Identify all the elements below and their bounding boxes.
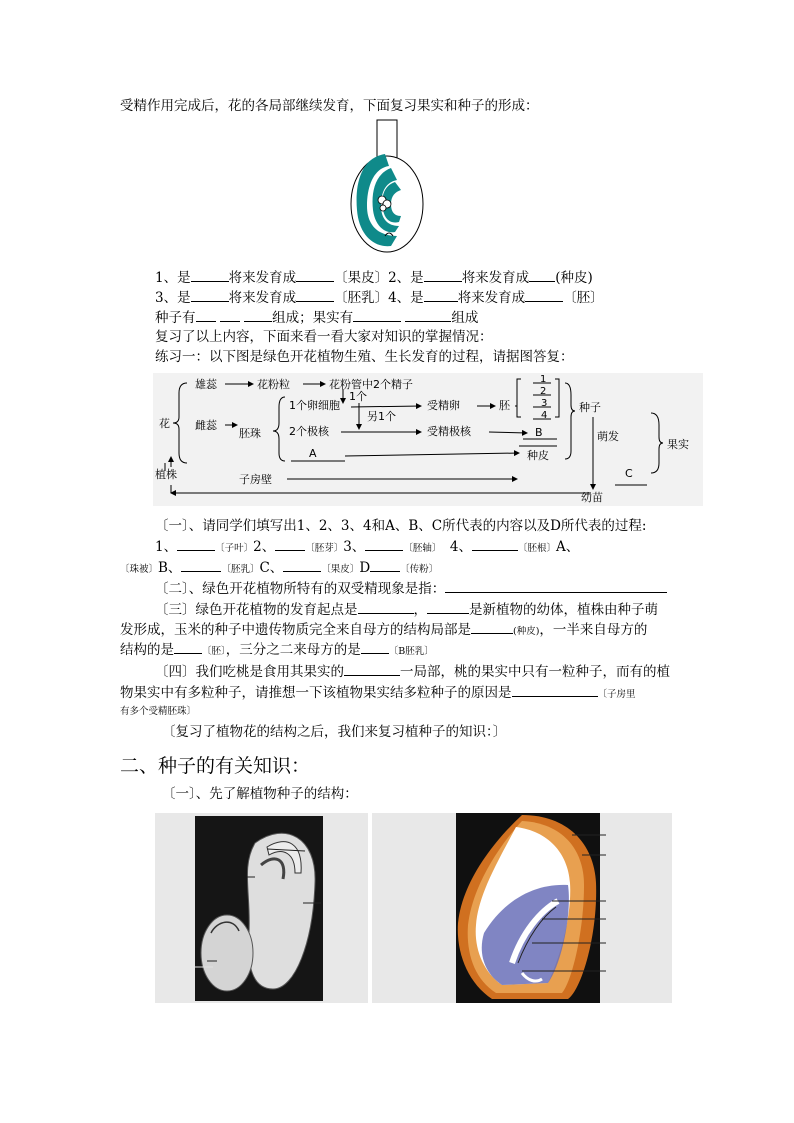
- letter-b-label: B: [535, 426, 543, 439]
- pollen-label: 花粉粒: [257, 378, 290, 391]
- n1-label: 1: [540, 374, 547, 385]
- ovule-label: 胚珠: [239, 427, 261, 440]
- plant-label: 植株: [155, 468, 177, 481]
- n2-label: 2: [540, 386, 547, 397]
- ovary-wall-label: 子房壁: [239, 473, 272, 486]
- fill-line-2: 3、是 将来发育成 〔胚乳〕4、是 将来发育成 〔胚〕: [155, 290, 604, 306]
- flower-label: 花: [159, 417, 170, 430]
- q3-line2: 发形成，玉米的种子中遗传物质完全来自母方的结构局部是 (种皮)，一半来自母方的: [120, 622, 648, 638]
- q1-prompt: 〔一〕、请同学们填写出1、2、3、4和A、B、C所代表的内容以及D所代表的过程:: [155, 518, 647, 534]
- review-text: 复习了以上内容，下面来看一看大家对知识的掌握情况：: [155, 329, 493, 345]
- zygote-label: 受精卵: [427, 399, 460, 412]
- q1-row2: 〔珠被〕B、 〔胚乳〕C、 〔果皮〕D 〔传粉〕: [120, 560, 439, 576]
- transition-text: 〔复习了植物花的结构之后，我们来复习植种子的知识：〕: [162, 724, 507, 740]
- bean-seed-image: [155, 813, 368, 1003]
- germinate-label: 萌发: [597, 430, 619, 443]
- embryo-label: 胚: [499, 399, 510, 412]
- fruit-label: 果实: [667, 438, 689, 451]
- tube-label: 花粉管中2个精子: [329, 378, 413, 391]
- seedling-label: 幼苗: [581, 491, 603, 504]
- q4-line1: 〔四〕我们吃桃是食用其果实的 一局部，桃的果实中只有一粒种子，而有的植: [155, 664, 670, 680]
- q2: 〔二〕、绿色开花植物所特有的双受精现象是指：: [155, 579, 667, 598]
- exercise-title: 练习一：以下图是绿色开花植物生殖、生长发育的过程，请据图答复：: [155, 349, 574, 365]
- q3-line3: 结构的是 〔胚〕，三分之二来母方的是 〔B胚乳〕: [120, 642, 434, 658]
- fill-line-3: 种子有 组成；果实有 组成: [155, 310, 479, 326]
- stamen-label: 雄蕊: [195, 378, 217, 391]
- section-2-sub1: 〔一〕、先了解植物种子的结构：: [162, 786, 358, 802]
- reproduction-flow-diagram: [153, 373, 703, 506]
- n4-label: 4: [541, 410, 548, 421]
- one-a-label: 1个: [349, 390, 367, 403]
- polar-label: 2个极核: [289, 425, 329, 438]
- q3-line1: 〔三〕绿色开花植物的发育起点是 ， 是新植物的幼体，植株由种子萌: [155, 602, 658, 618]
- other-one-label: 另1个: [367, 410, 396, 423]
- q4-line3: 有多个受精胚珠〕: [120, 706, 197, 717]
- egg-label: 1个卵细胞: [289, 399, 340, 412]
- intro-text: 受精作用完成后，花的各局部继续发育，下面复习果实和种子的形成：: [120, 98, 539, 114]
- letter-a-label: A: [309, 447, 317, 460]
- q4-line2: 物果实中有多粒种子，请推想一下该植物果实结多粒种子的原因是 〔子房里: [120, 685, 636, 701]
- n3-label: 3: [541, 398, 548, 409]
- seed-label: 种子: [579, 401, 601, 414]
- ovary-diagram: [345, 118, 435, 258]
- section-2-heading: 二、种子的有关知识：: [120, 755, 311, 777]
- fert-polar-label: 受精极核: [427, 425, 471, 438]
- pistil-label: 雌蕊: [195, 419, 217, 432]
- corn-seed-image: [372, 813, 672, 1003]
- seed-coat-label: 种皮: [527, 449, 549, 462]
- q1-row1: 1、 〔子叶〕2、 〔胚芽〕3、 〔胚轴〕 4、 〔胚根〕A、: [155, 539, 580, 555]
- fill-line-1: 1、是 将来发育成 〔果皮〕2、是 将来发育成 (种皮): [155, 270, 593, 286]
- letter-c-label: C: [625, 467, 633, 480]
